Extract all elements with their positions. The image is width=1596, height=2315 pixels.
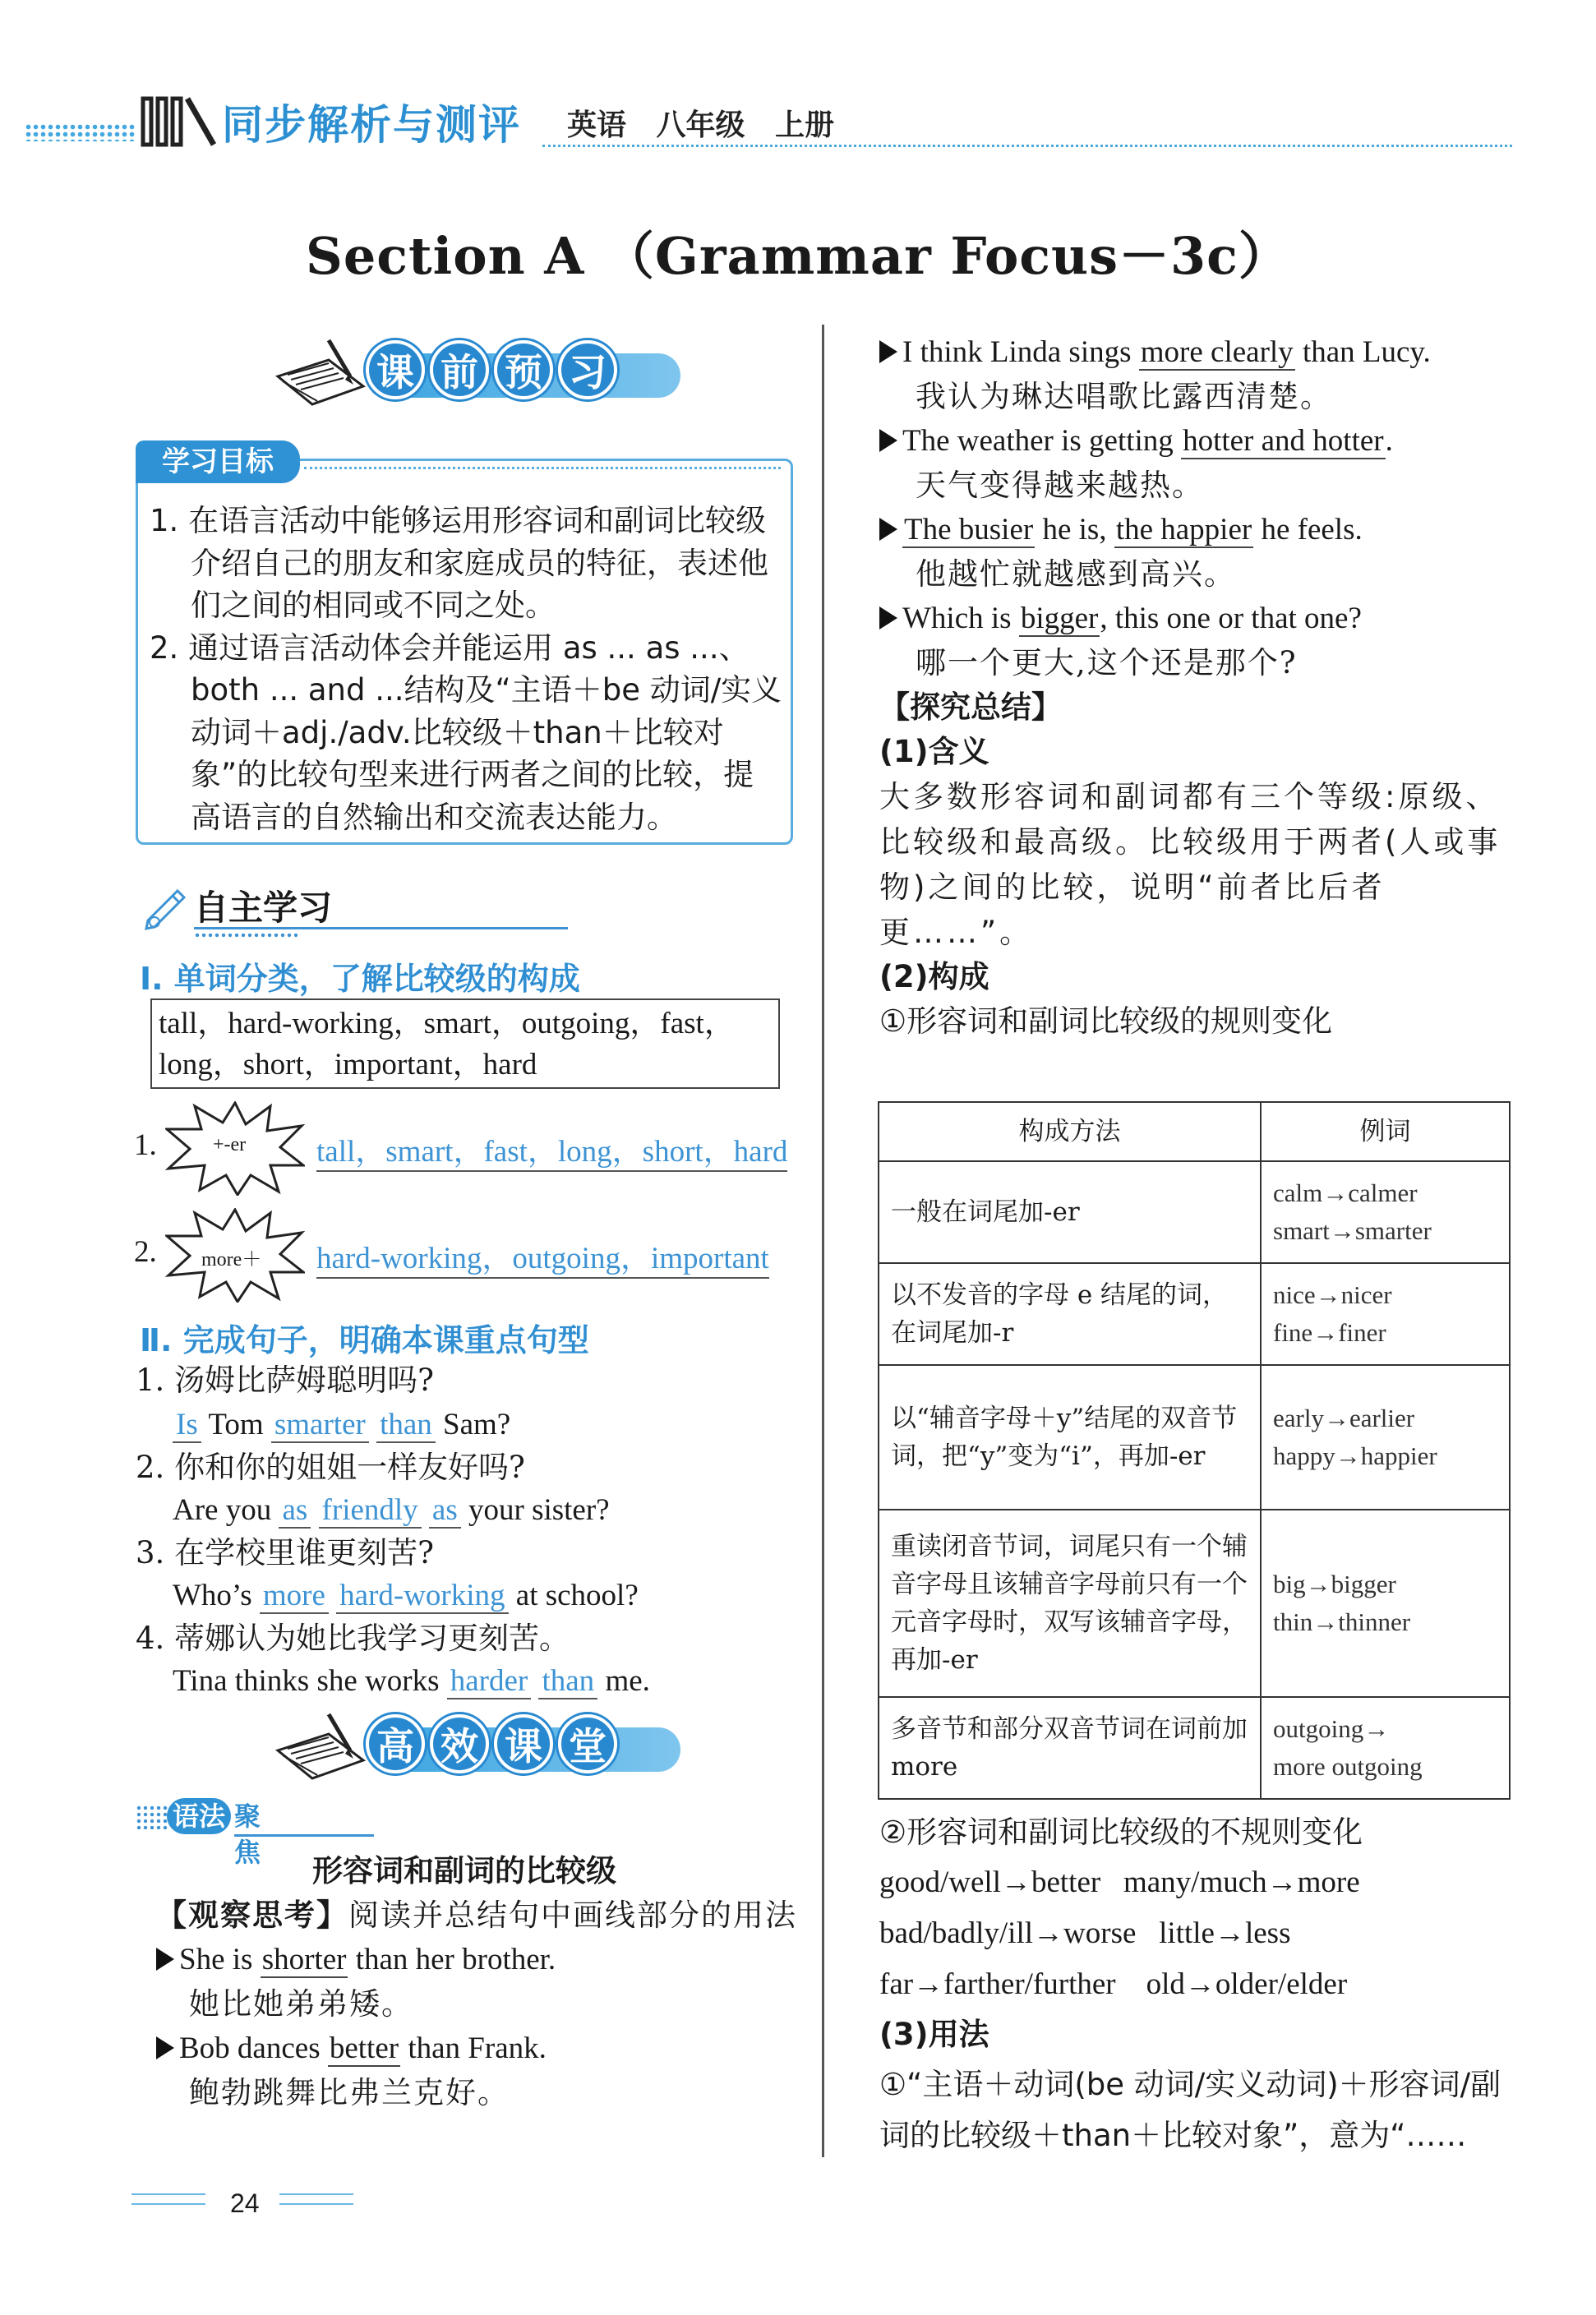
irregular-item: old→older/elder	[1146, 1967, 1348, 2001]
underlined: hotter and hotter	[1183, 424, 1384, 458]
text: Are you	[173, 1493, 279, 1527]
text: your sister?	[460, 1493, 610, 1527]
footer-line	[131, 2203, 205, 2205]
preview-glyph: 预	[494, 340, 553, 399]
text: , this one or that one?	[1100, 602, 1362, 635]
table-header-row	[879, 1102, 1510, 1161]
table-row	[879, 1263, 1510, 1365]
subject-grade: 英语 八年级 上册	[567, 108, 835, 142]
grammar-heading: 形容词和副词的比较级	[312, 1853, 616, 1888]
underlined: bigger	[1020, 602, 1099, 635]
page-header	[25, 89, 1512, 154]
preview-banner-glyphs	[366, 340, 617, 399]
footer-line	[279, 2203, 353, 2205]
example-2	[156, 2027, 805, 2071]
rule-example: fine→finer	[1273, 1318, 1386, 1347]
text: Which is	[902, 602, 1019, 635]
word-box: tall，hard-working，smart，outgoing，fast，long，short，important，hard	[150, 998, 780, 1089]
rule-method: 重读闭音节词，词尾只有一个辅音字母且该辅音字母前只有一个元音字母时，双写该辅音字母，再加-er	[879, 1510, 1261, 1697]
grammar-focus-label: 聚焦	[234, 1801, 261, 1868]
table-row	[879, 1697, 1510, 1799]
rule-examples	[1261, 1697, 1510, 1799]
text: Sam?	[435, 1408, 511, 1441]
example-3-zh: 我认为琳达唱歌比露西清楚。	[916, 379, 1332, 414]
triangle-icon	[879, 429, 897, 452]
class-glyph: 课	[494, 1714, 553, 1773]
grammar-pill: 语法	[167, 1798, 231, 1834]
usage-text: ①“主语＋动词(be 动词/实义动词)＋形容词/副词的比较级＋than＋比较对象”，意为“……	[879, 2067, 1501, 2153]
text: .	[1385, 424, 1393, 458]
usage-label: (3)用法	[879, 2017, 989, 2052]
example-4	[879, 419, 1512, 463]
star-row-2	[134, 1208, 808, 1298]
text: She is	[179, 1943, 261, 1976]
text: I think Linda sings	[902, 335, 1139, 369]
example-5-zh: 他越忙就越感到高兴。	[916, 556, 1236, 592]
question-4-zh: 4. 蒂娜认为她比我学习更刻苦。	[136, 1621, 570, 1656]
blank: than	[538, 1664, 597, 1699]
triangle-icon	[156, 2036, 174, 2059]
triangle-icon	[156, 1948, 174, 1971]
table-row	[879, 1161, 1510, 1263]
question-2-zh: 2. 你和你的姐姐一样友好吗?	[136, 1450, 525, 1485]
learning-goals-tag: 学习目标	[136, 440, 300, 483]
answer-2: hard-working，outgoing，important	[316, 1233, 769, 1279]
blank: friendly	[319, 1493, 422, 1529]
observe-line	[156, 1893, 805, 1938]
text: Tom	[201, 1408, 271, 1441]
irregular-item: many/much→more	[1123, 1865, 1360, 1899]
class-glyph: 高	[366, 1714, 425, 1773]
rule-method: 多音节和部分双音节词在词前加 more	[879, 1697, 1261, 1799]
rule-example: calm→calmer	[1273, 1178, 1418, 1207]
text: me.	[597, 1664, 650, 1698]
blank: Is	[173, 1408, 201, 1443]
comparative-rules-table	[878, 1101, 1511, 1800]
column-divider	[822, 325, 824, 2157]
rule-method: 以“辅音字母＋y”结尾的双音节词，把“y”变为“i”，再加-er	[879, 1365, 1261, 1510]
irregular-item: good/well→better	[879, 1865, 1101, 1899]
class-glyph: 堂	[558, 1714, 617, 1773]
class-banner	[271, 1709, 699, 1785]
triangle-icon	[879, 518, 897, 541]
irregular-item: bad/badly/ill→worse	[879, 1916, 1137, 1950]
preview-glyph: 课	[366, 340, 425, 399]
rule-examples	[1261, 1510, 1510, 1697]
rule-example: more outgoing	[1273, 1752, 1423, 1781]
series-title: 同步解析与测评	[222, 101, 521, 149]
form-label: (2)构成	[879, 959, 989, 994]
example-5	[879, 508, 1512, 552]
triangle-icon	[879, 340, 897, 363]
text: Tina thinks she works	[173, 1664, 447, 1698]
blank: more	[260, 1579, 329, 1614]
table-header-method: 构成方法	[879, 1102, 1261, 1161]
rule-example: happy→happier	[1273, 1441, 1437, 1470]
books-icon	[140, 92, 218, 148]
question-4-en	[173, 1660, 650, 1703]
header-dots	[25, 123, 136, 141]
blank: hard-working	[336, 1579, 508, 1614]
book-pen-icon	[271, 1709, 370, 1785]
right-examples	[879, 330, 1512, 1044]
table-row	[879, 1510, 1510, 1697]
question-3-zh: 3. 在学校里谁更刻苦?	[136, 1535, 434, 1570]
irregular-item: far→farther/further	[879, 1967, 1116, 2001]
text: Bob dances	[179, 2031, 328, 2065]
triangle-icon	[879, 606, 897, 629]
underlined: more clearly	[1140, 335, 1294, 369]
rule-example: smart→smarter	[1273, 1216, 1432, 1245]
rule-example: nice→nicer	[1273, 1280, 1392, 1309]
star-row-1	[134, 1101, 791, 1192]
goal-dots	[304, 467, 781, 469]
pencil-icon	[140, 879, 192, 932]
text: than Frank.	[400, 2031, 547, 2065]
example-3	[879, 330, 1512, 375]
preview-banner	[271, 335, 699, 411]
irregular-label: ②形容词和副词比较级的不规则变化	[879, 1815, 1363, 1850]
class-glyph: 效	[430, 1714, 489, 1773]
underlined: shorter	[261, 1943, 347, 1976]
grammar-dots	[136, 1805, 168, 1829]
example-1-zh: 她比她弟弟矮。	[189, 1986, 413, 2022]
rule-examples	[1261, 1161, 1510, 1263]
text: than her brother.	[348, 1943, 556, 1976]
blank: smarter	[271, 1408, 369, 1443]
self-study-dots	[194, 932, 301, 938]
text: The weather is getting	[902, 424, 1182, 458]
goal-item: 2. 通过语言活动体会并能运用 as ... as ...、both ... and ...结构及“主语＋be 动词/实义动词＋adj./adv.比较级＋than＋比较对象”的比较句型来进行两者之间的比较，提高语言的自然输出和交流表达能力。	[150, 629, 782, 835]
observe-text: 阅读并总结句中画线部分的用法	[348, 1898, 797, 1933]
rule-example: outgoing→	[1273, 1714, 1390, 1743]
blank: as	[279, 1493, 311, 1529]
rule-examples	[1261, 1365, 1510, 1510]
text: than Lucy.	[1294, 335, 1431, 369]
question-1-en	[173, 1404, 510, 1446]
preview-glyph: 前	[430, 340, 489, 399]
learning-goals-text	[150, 500, 782, 838]
meaning-label: (1)含义	[879, 734, 989, 769]
irregular-line	[879, 1959, 1512, 2010]
page-number: 24	[230, 2188, 260, 2218]
rule-examples	[1261, 1263, 1510, 1365]
regular-label: ①形容词和副词比较级的规则变化	[879, 1003, 1333, 1039]
underlined: the happier	[1115, 513, 1252, 546]
book-pen-icon	[271, 335, 370, 411]
table-header-example: 例词	[1261, 1102, 1510, 1161]
preview-glyph: 习	[558, 340, 617, 399]
answer-1: tall，smart，fast，long，short，hard	[316, 1126, 787, 1172]
irregular-line	[879, 1908, 1512, 1959]
text: he is,	[1035, 513, 1114, 546]
example-1	[156, 1938, 805, 1982]
footer-line	[279, 2193, 353, 2195]
summary-label: 【探究总结】	[879, 689, 1062, 725]
irregular-block	[879, 1808, 1512, 2161]
grammar-line	[234, 1834, 374, 1837]
rule-example: early→earlier	[1273, 1404, 1415, 1432]
question-3-en	[173, 1575, 639, 1617]
rule-method: 以不发音的字母 e 结尾的词，在词尾加-r	[879, 1263, 1261, 1365]
example-2-zh: 鲍勃跳舞比弗兰克好。	[189, 2075, 510, 2110]
self-study-line	[194, 927, 568, 929]
header-line	[542, 145, 1512, 147]
rule-example: big→bigger	[1273, 1570, 1396, 1598]
observe-label: 【观察思考】	[156, 1898, 348, 1933]
page-footer	[131, 2182, 362, 2223]
irregular-item: little→less	[1159, 1916, 1291, 1950]
row-number: 1.	[134, 1128, 157, 1162]
class-banner-glyphs	[366, 1714, 617, 1773]
rule-method: 一般在词尾加-er	[879, 1161, 1261, 1263]
part2-title: Ⅱ. 完成句子，明确本课重点句型	[140, 1322, 589, 1358]
blank: than	[376, 1408, 436, 1443]
row-number: 2.	[134, 1235, 157, 1269]
example-6	[879, 597, 1512, 641]
blank: harder	[447, 1664, 532, 1699]
text: Who’s	[173, 1579, 260, 1612]
example-4-zh: 天气变得越来越热。	[916, 468, 1204, 503]
meaning-text: 大多数形容词和副词都有三个等级:原级、比较级和最高级。比较级用于两者(人或事物)之间的比较，说明“前者比后者更……”。	[879, 779, 1501, 950]
rule-example: thin→thinner	[1273, 1607, 1411, 1636]
part1-title: Ⅰ. 单词分类，了解比较级的构成	[140, 961, 580, 997]
question-2-en	[173, 1489, 610, 1532]
irregular-line	[879, 1857, 1512, 1908]
example-6-zh: 哪一个更大,这个还是那个?	[916, 645, 1298, 680]
underlined: better	[329, 2031, 399, 2065]
footer-line	[131, 2193, 205, 2195]
table-row	[879, 1365, 1510, 1510]
self-study-title: 自主学习	[194, 888, 333, 928]
text: at school?	[508, 1579, 639, 1612]
section-title: Section A （Grammar Focus－3c）	[306, 226, 1290, 286]
text: he feels.	[1253, 513, 1363, 546]
observe-block	[156, 1893, 805, 2115]
underlined: The busier	[904, 513, 1034, 546]
goal-item: 1. 在语言活动中能够运用形容词和副词比较级介绍自己的朋友和家庭成员的特征，表述他们之间的相同或不同之处。	[150, 503, 768, 623]
star-label: more＋	[201, 1249, 262, 1270]
star-label: +-er	[213, 1134, 247, 1155]
blank: as	[429, 1493, 461, 1529]
question-1-zh: 1. 汤姆比萨姆聪明吗?	[136, 1363, 434, 1398]
